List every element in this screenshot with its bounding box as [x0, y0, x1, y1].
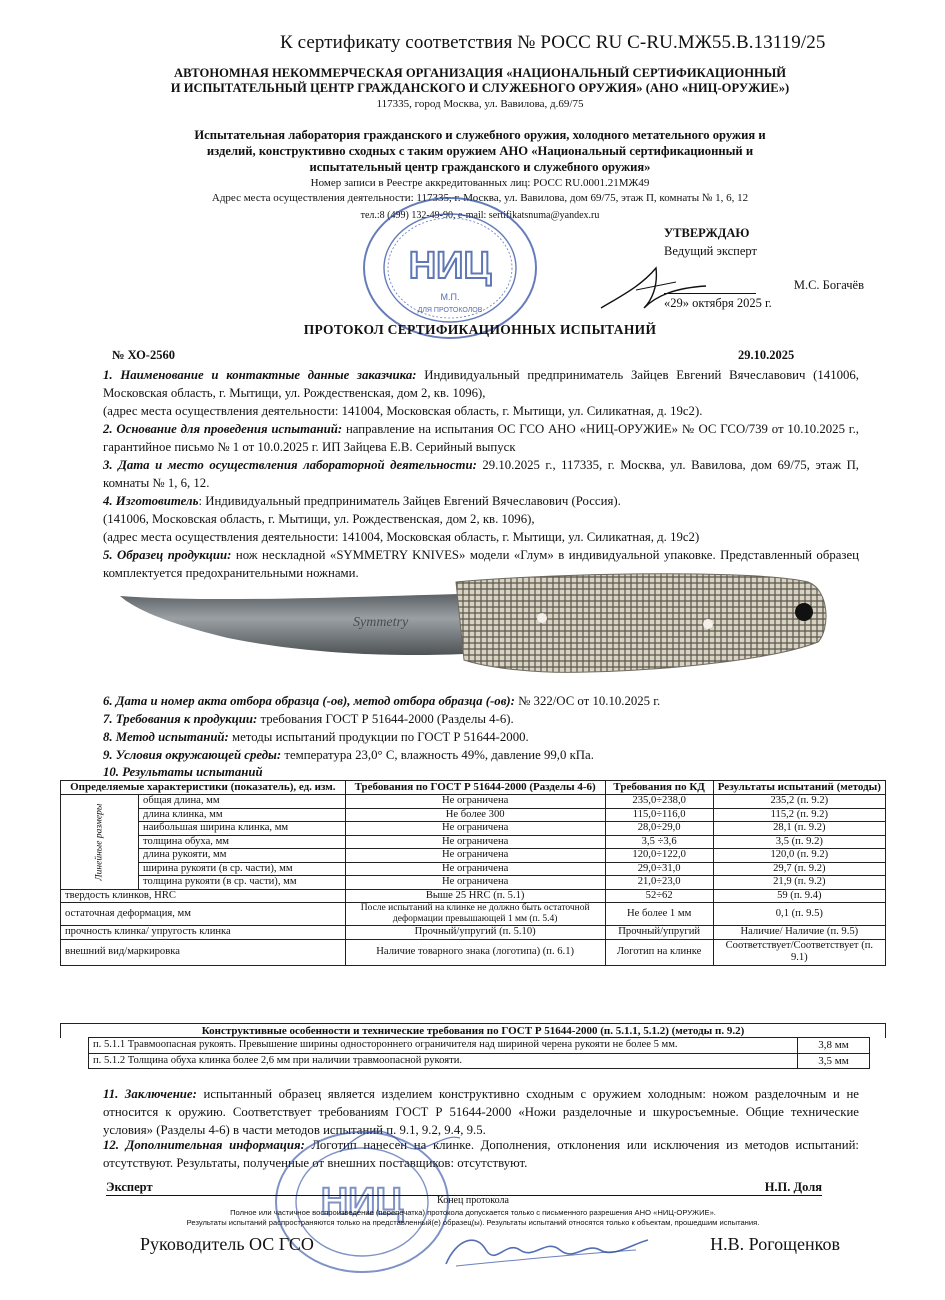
results-cell: Не ограничена — [345, 862, 605, 876]
knife-pin-2 — [703, 619, 713, 629]
results-row — [61, 889, 886, 903]
results-cell: внешний вид/маркировка — [61, 939, 346, 965]
stamp-sub-text: ДЛЯ ПРОТОКОЛОВ — [417, 307, 483, 314]
results-cell: 120,0 (п. 9.2) — [713, 849, 885, 863]
results-cell: прочность клинка/ упругость клинка — [61, 926, 346, 940]
approval-name: М.С. Богачёв — [793, 278, 864, 292]
results-cell: Прочный/упругий — [605, 926, 713, 940]
section-1-label: 1. Наименование и контактные данные заказчика: — [103, 368, 417, 382]
section-9-text: температура 23,0° С, влажность 49%, давление 99,0 кПа. — [281, 748, 594, 762]
results-row — [61, 862, 886, 876]
approval-date: «29» октября 2025 г. — [664, 296, 772, 310]
design-requirement: п. 5.1.1 Травмоопасная рукоять. Превышение ширины одностороннего ограничителя над шириной черена рукояти не более 5 мм. — [89, 1038, 798, 1054]
design-table-title: Конструктивные особенности и технические требования по ГОСТ Р 51644-2000 (п. 5.1.1, 5.1.2) (методы п. 9.2) — [60, 1023, 886, 1038]
section-8-text: методы испытаний продукции по ГОСТ Р 51644-2000. — [228, 730, 529, 744]
section-9 — [103, 746, 859, 764]
lab-name-line2: изделий, конструктивно сходных с таким оружием АНО «Национальный сертификационный и — [206, 144, 754, 158]
section-11-label: 11. Заключение: — [103, 1087, 197, 1101]
section-1 — [103, 366, 859, 420]
certificate-reference: К сертификату соответствия № РОСС RU С-RU.МЖ55.В.13119/25 — [280, 32, 826, 53]
lab-registry-number: Номер записи в Реестре аккредитованных лиц: РОСС RU.0001.21МЖ49 — [310, 177, 650, 189]
section-6-text: № 322/ОС от 10.10.2025 г. — [514, 694, 661, 708]
results-cell: 115,0÷116,0 — [605, 808, 713, 822]
design-row — [89, 1038, 870, 1054]
section-8 — [103, 728, 859, 746]
results-cell: Не ограничена — [345, 795, 605, 809]
expert-line — [106, 1180, 822, 1196]
section-7-text: требования ГОСТ Р 51644-2000 (Разделы 4-6). — [257, 712, 514, 726]
head-signature-line — [140, 1234, 840, 1255]
results-cell: 29,7 (п. 9.2) — [713, 862, 885, 876]
results-cell: Не ограничена — [345, 822, 605, 836]
org-name-line2: И ИСПЫТАТЕЛЬНЫЙ ЦЕНТР ГРАЖДАНСКОГО И СЛУЖЕБНОГО ОРУЖИЯ» (АНО «НИЦ-ОРУЖИЕ») — [170, 81, 790, 95]
results-cell: Прочный/упругий (п. 5.10) — [345, 926, 605, 940]
results-row — [61, 849, 886, 863]
results-cell: Не ограничена — [345, 876, 605, 890]
results-cell: твердость клинков, HRC — [61, 889, 346, 903]
lower-stamp-center-text: НИЦ — [320, 1181, 404, 1223]
section-7-label: 7. Требования к продукции: — [103, 712, 258, 726]
group-label-cell — [61, 795, 139, 890]
section-10 — [103, 763, 859, 781]
lab-name-line3: испытательный центр гражданского и служебного оружия» — [309, 160, 651, 174]
results-cell: 52÷62 — [605, 889, 713, 903]
results-cell: Соответствует/Соответствует (п. 9.1) — [713, 939, 885, 965]
approval-role: Ведущий эксперт — [664, 244, 757, 258]
results-row — [61, 876, 886, 890]
design-body — [89, 1038, 870, 1069]
section-6 — [103, 692, 859, 710]
section-8-label: 8. Метод испытаний: — [103, 730, 229, 744]
section-10-label: 10. Результаты испытаний — [103, 765, 263, 779]
organization-name — [60, 66, 900, 96]
section-4-text3: (адрес места осуществления деятельности: 141004, Московская область, г. Мытищи, ул. Силикатная, д. 19с2) — [103, 530, 700, 544]
knife-lanyard-hole — [795, 603, 813, 621]
protocol-date: 29.10.2025 — [738, 348, 795, 362]
section-2-label: 2. Основание для проведения испытаний: — [103, 422, 343, 436]
results-cell: длина рукояти, мм — [139, 849, 346, 863]
head-label: Руководитель ОС ГСО — [140, 1234, 314, 1254]
design-row — [89, 1053, 870, 1069]
results-cell: 3,5 ÷3,6 — [605, 835, 713, 849]
results-header-row — [61, 781, 886, 795]
section-12-text: Логотип нанесен на клинке. Дополнения, отклонения или исключения из методов испытаний: отсутствуют. Результаты, полученные от внешних поставщиков: отсутствуют. — [103, 1138, 859, 1170]
results-cell: 21,9 (п. 9.2) — [713, 876, 885, 890]
section-5-text: нож нескладной «SYMMETRY KNIVES» модели «Глум» в индивидуальной упаковке. Представленный образец комплектуется предохранительными ножнами. — [103, 548, 859, 580]
results-cell: толщина рукояти (в ср. части), мм — [139, 876, 346, 890]
header-results: Результаты испытаний (методы) — [713, 781, 885, 795]
expert-name: Н.П. Доля — [764, 1180, 822, 1194]
disclaimer-line1: Полное или частичное воспроизведение (перепечатка) протокола допускается только с письменного разрешения АНО «НИЦ-ОРУЖИЕ». — [230, 1208, 716, 1217]
results-cell: 3,5 (п. 9.2) — [713, 835, 885, 849]
results-row — [61, 939, 886, 965]
section-2 — [103, 420, 859, 456]
protocol-number: № ХО-2560 — [112, 348, 175, 362]
section-6-label: 6. Дата и номер акта отбора образца (-ов), метод отбора образца (-ов): — [103, 694, 515, 708]
design-value: 3,5 мм — [798, 1053, 870, 1069]
lab-name-line1: Испытательная лаборатория гражданского и служебного оружия, холодного метательного оружия и — [194, 128, 766, 142]
results-cell: 235,2 (п. 9.2) — [713, 795, 885, 809]
results-cell: остаточная деформация, мм — [61, 903, 346, 926]
section-12-label: 12. Дополнительная информация: — [103, 1138, 305, 1152]
design-value: 3,8 мм — [798, 1038, 870, 1054]
section-4-label: 4. Изготовитель — [103, 494, 199, 508]
expert-label: Эксперт — [106, 1180, 153, 1194]
knife-handle — [456, 574, 826, 673]
section-3-text: 29.10.2025 г., 117335, г. Москва, ул. Вавилова, дом 69/75, этаж П, комнаты № 1, 6, 12. — [103, 458, 860, 490]
results-cell: длина клинка, мм — [139, 808, 346, 822]
results-cell: 0,1 (п. 9.5) — [713, 903, 885, 926]
results-row — [61, 835, 886, 849]
results-cell: ширина рукояти (в ср. части), мм — [139, 862, 346, 876]
stamp-mp-text: М.П. — [440, 292, 460, 302]
results-row — [61, 903, 886, 926]
results-cell: 21,0÷23,0 — [605, 876, 713, 890]
results-cell: общая длина, мм — [139, 795, 346, 809]
results-table — [60, 780, 886, 966]
design-requirement: п. 5.1.2 Толщина обуха клинка более 2,6 мм при наличии травмоопасной рукояти. — [89, 1053, 798, 1069]
section-9-label: 9. Условия окружающей среды: — [103, 748, 282, 762]
header-characteristic: Определяемые характеристики (показатель), ед. изм. — [61, 781, 346, 795]
knife-blade — [120, 594, 464, 655]
results-cell: 59 (п. 9.4) — [713, 889, 885, 903]
results-row — [61, 822, 886, 836]
results-cell: Наличие товарного знака (логотипа) (п. 6.1) — [345, 939, 605, 965]
results-body — [61, 795, 886, 966]
results-cell: толщина обуха, мм — [139, 835, 346, 849]
section-4-text2: (141006, Московская область, г. Мытищи, ул. Рождественская, дом 2, кв. 1096), — [103, 512, 535, 526]
lab-address: Адрес места осуществления деятельности: 117335, г. Москва, ул. Вавилова, дом 69/75, этаж П, комнаты № 1, 6, 12 — [211, 192, 749, 204]
lab-contacts: тел.:8 (499) 132-49-90, e-mail: sertifikatsnuma@yandex.ru — [360, 210, 600, 221]
section-5-label: 5. Образец продукции: — [103, 548, 232, 562]
results-cell: Наличие/ Наличие (п. 9.5) — [713, 926, 885, 940]
expert-signature — [596, 256, 716, 316]
results-row — [61, 795, 886, 809]
stamp-center-text: НИЦ — [408, 245, 492, 287]
results-cell: Не ограничена — [345, 835, 605, 849]
approval-title: УТВЕРЖДАЮ — [664, 226, 750, 240]
header-gost: Требования по ГОСТ Р 51644-2000 (Разделы 4-6) — [345, 781, 605, 795]
laboratory-name — [90, 127, 870, 175]
section-1-text2: (адрес места осуществления деятельности: 141004, Московская область, г. Мытищи, ул. Силикатная, д. 19с2). — [103, 404, 703, 418]
results-row — [61, 926, 886, 940]
expert-signature-lower — [330, 1112, 470, 1172]
results-cell: Выше 25 HRC (п. 5.1) — [345, 889, 605, 903]
knife-pin-1 — [537, 613, 547, 623]
section-4-text: : Индивидуальный предприниматель Зайцев Евгений Вячеславович (Россия). — [198, 494, 621, 508]
section-1-text: Индивидуальный предприниматель Зайцев Евгений Вячеславович (141006, Московская область, г. Мытищи, ул. Рождественская, дом 2, кв. 1096), — [103, 368, 859, 400]
protocol-title: ПРОТОКОЛ СЕРТИФИКАЦИОННЫХ ИСПЫТАНИЙ — [303, 322, 657, 337]
results-cell: 235,0÷238,0 — [605, 795, 713, 809]
section-11 — [103, 1085, 859, 1139]
knife-sample-photo — [118, 568, 838, 678]
results-cell: 115,2 (п. 9.2) — [713, 808, 885, 822]
section-7 — [103, 710, 859, 728]
design-table — [88, 1037, 870, 1069]
disclaimer — [60, 1208, 886, 1228]
section-3-label: 3. Дата и место осуществления лабораторной деятельности: — [103, 458, 477, 472]
section-4 — [103, 492, 859, 546]
results-cell: 28,0÷29,0 — [605, 822, 713, 836]
results-cell: 29,0÷31,0 — [605, 862, 713, 876]
org-name-line1: АВТОНОМНАЯ НЕКОММЕРЧЕСКАЯ ОРГАНИЗАЦИЯ «НАЦИОНАЛЬНЫЙ СЕРТИФИКАЦИОННЫЙ — [173, 66, 787, 80]
results-cell: 120,0÷122,0 — [605, 849, 713, 863]
results-cell: Логотип на клинке — [605, 939, 713, 965]
group-label: Линейные размеры — [94, 803, 105, 881]
results-cell: Не более 300 — [345, 808, 605, 822]
disclaimer-line2: Результаты испытаний распространяются только на представленный(е) образец(ы). Результаты испытаний относятся только к объектам, прошедшим испытания. — [186, 1218, 760, 1227]
end-of-protocol: Конец протокола — [437, 1195, 509, 1206]
results-cell: Не более 1 мм — [605, 903, 713, 926]
head-name: Н.В. Рогощенков — [710, 1234, 840, 1254]
results-cell: 28,1 (п. 9.2) — [713, 822, 885, 836]
section-3 — [103, 456, 859, 492]
results-cell: наибольшая ширина клинка, мм — [139, 822, 346, 836]
section-12 — [103, 1136, 859, 1172]
section-11-text: испытанный образец является изделием конструктивно сходным с оружием холодным: ножом разделочным и не относится к оружию. Соответствует требованиям ГОСТ Р 51644-2000 «Ножи разделочные и шкуросъемные. Общие технические условия» (Разделы 4-6) в части методов испытаний п. 9.1, 9.2, 9.4, 9.5. — [103, 1087, 859, 1137]
results-row — [61, 808, 886, 822]
knife-logo: Symmetry — [353, 615, 409, 630]
results-cell: Не ограничена — [345, 849, 605, 863]
section-2-text: направление на испытания ОС ГСО АНО «НИЦ-ОРУЖИЕ» № ОС ГСО/739 от 10.10.2025 г., гарантийное письмо № 1 от 10.0.2025 г. ИП Зайцева Е.В. Серийный выпуск — [103, 422, 859, 454]
header-kd: Требования по КД — [605, 781, 713, 795]
results-cell: После испытаний на клинке не должно быть остаточной деформации превышающей 1 мм (п. 5.4) — [345, 903, 605, 926]
organization-address: 117335, город Москва, ул. Вавилова, д.69/75 — [376, 98, 584, 110]
